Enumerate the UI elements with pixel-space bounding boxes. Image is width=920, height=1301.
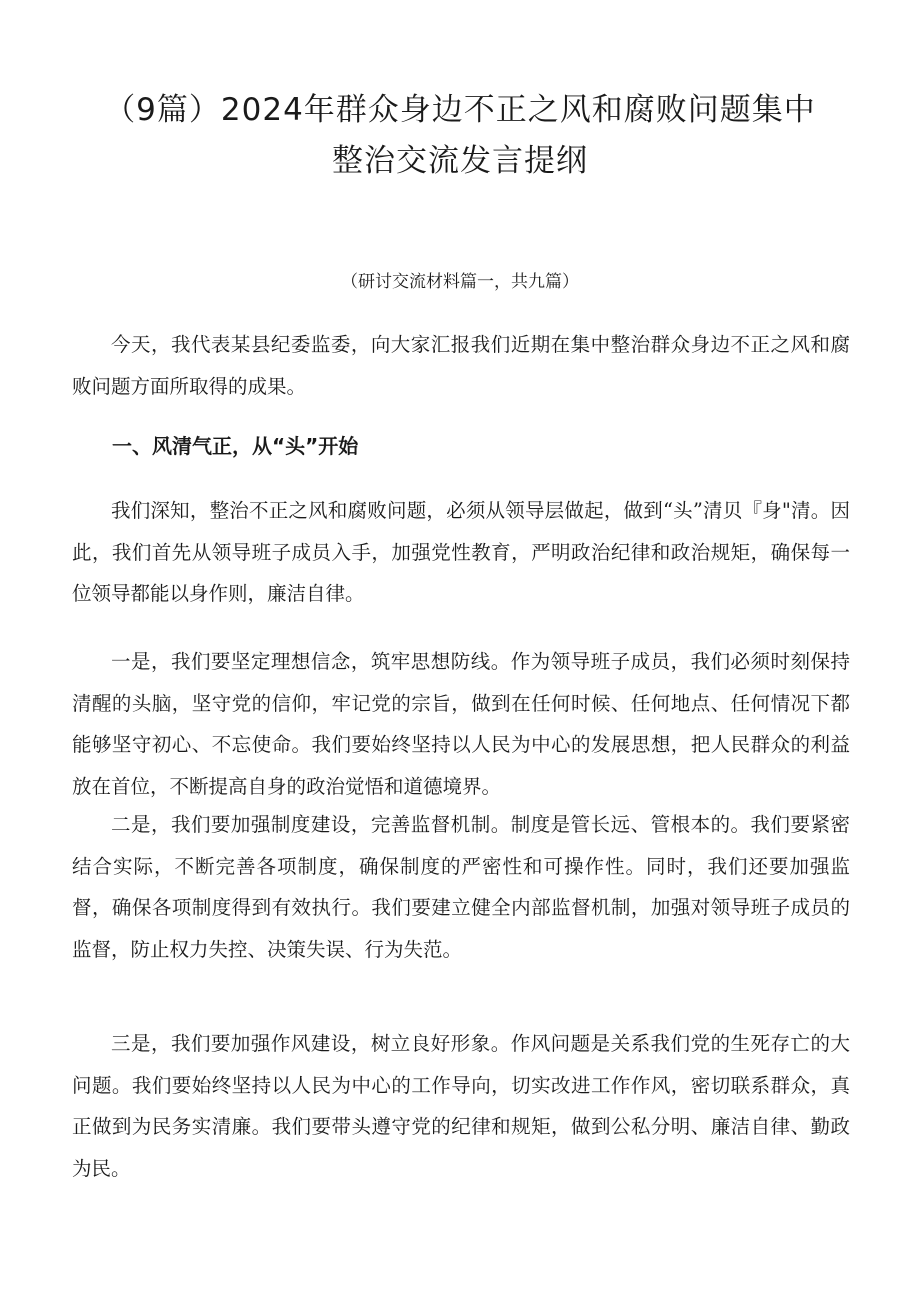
section-heading: 一、风清气正，从“头”开始 — [112, 434, 359, 458]
document-title-line-2: 整治交流发言提纲 — [332, 143, 588, 179]
body-paragraph-2: 一是，我们要坚定理想信念，筑牢思想防线。作为领导班子成员，我们必须时刻保持清醒的头脑，坚守党的信仰，牢记党的宗旨，做到在任何时候、任何地点、任何情况下都能够坚守初心、不忘使命。我们要始终坚持以人民为中心的发展思想，把人民群众的利益放在首位，不断提高自身的政治觉悟和道德境界。 — [72, 650, 850, 798]
body-paragraph-3: 二是，我们要加强制度建设，完善监督机制。制度是管长远、管根本的。我们要紧密结合实际，不断完善各项制度，确保制度的严密性和可操作性。同时，我们还要加强监督，确保各项制度得到有效执行。我们要建立健全内部监督机制，加强对领导班子成员的监督，防止权力失控、决策失误、行为失范。 — [72, 813, 850, 961]
body-paragraph-4: 三是，我们要加强作风建设，树立良好形象。作风问题是关系我们党的生死存亡的大问题。我们要始终坚持以人民为中心的工作导向，切实改进工作作风，密切联系群众，真正做到为民务实清廉。我们要带头遵守党的纪律和规矩，做到公私分明、廉洁自律、勤政为民。 — [72, 1032, 850, 1180]
intro-paragraph: 今天，我代表某县纪委监委，向大家汇报我们近期在集中整治群众身边不正之风和腐败问题方面所取得的成果。 — [72, 333, 850, 398]
document-title-line-1: （9篇）2024年群众身边不正之风和腐败问题集中 — [104, 92, 816, 128]
document-subtitle: （研讨交流材料篇一，共九篇） — [341, 272, 579, 292]
body-paragraph-1: 我们深知，整治不正之风和腐败问题，必须从领导层做起，做到“头”清贝『身"清。因此，我们首先从领导班子成员入手，加强党性教育，严明政治纪律和政治规矩，确保每一位领导都能以身作则，廉洁自律。 — [72, 499, 850, 605]
